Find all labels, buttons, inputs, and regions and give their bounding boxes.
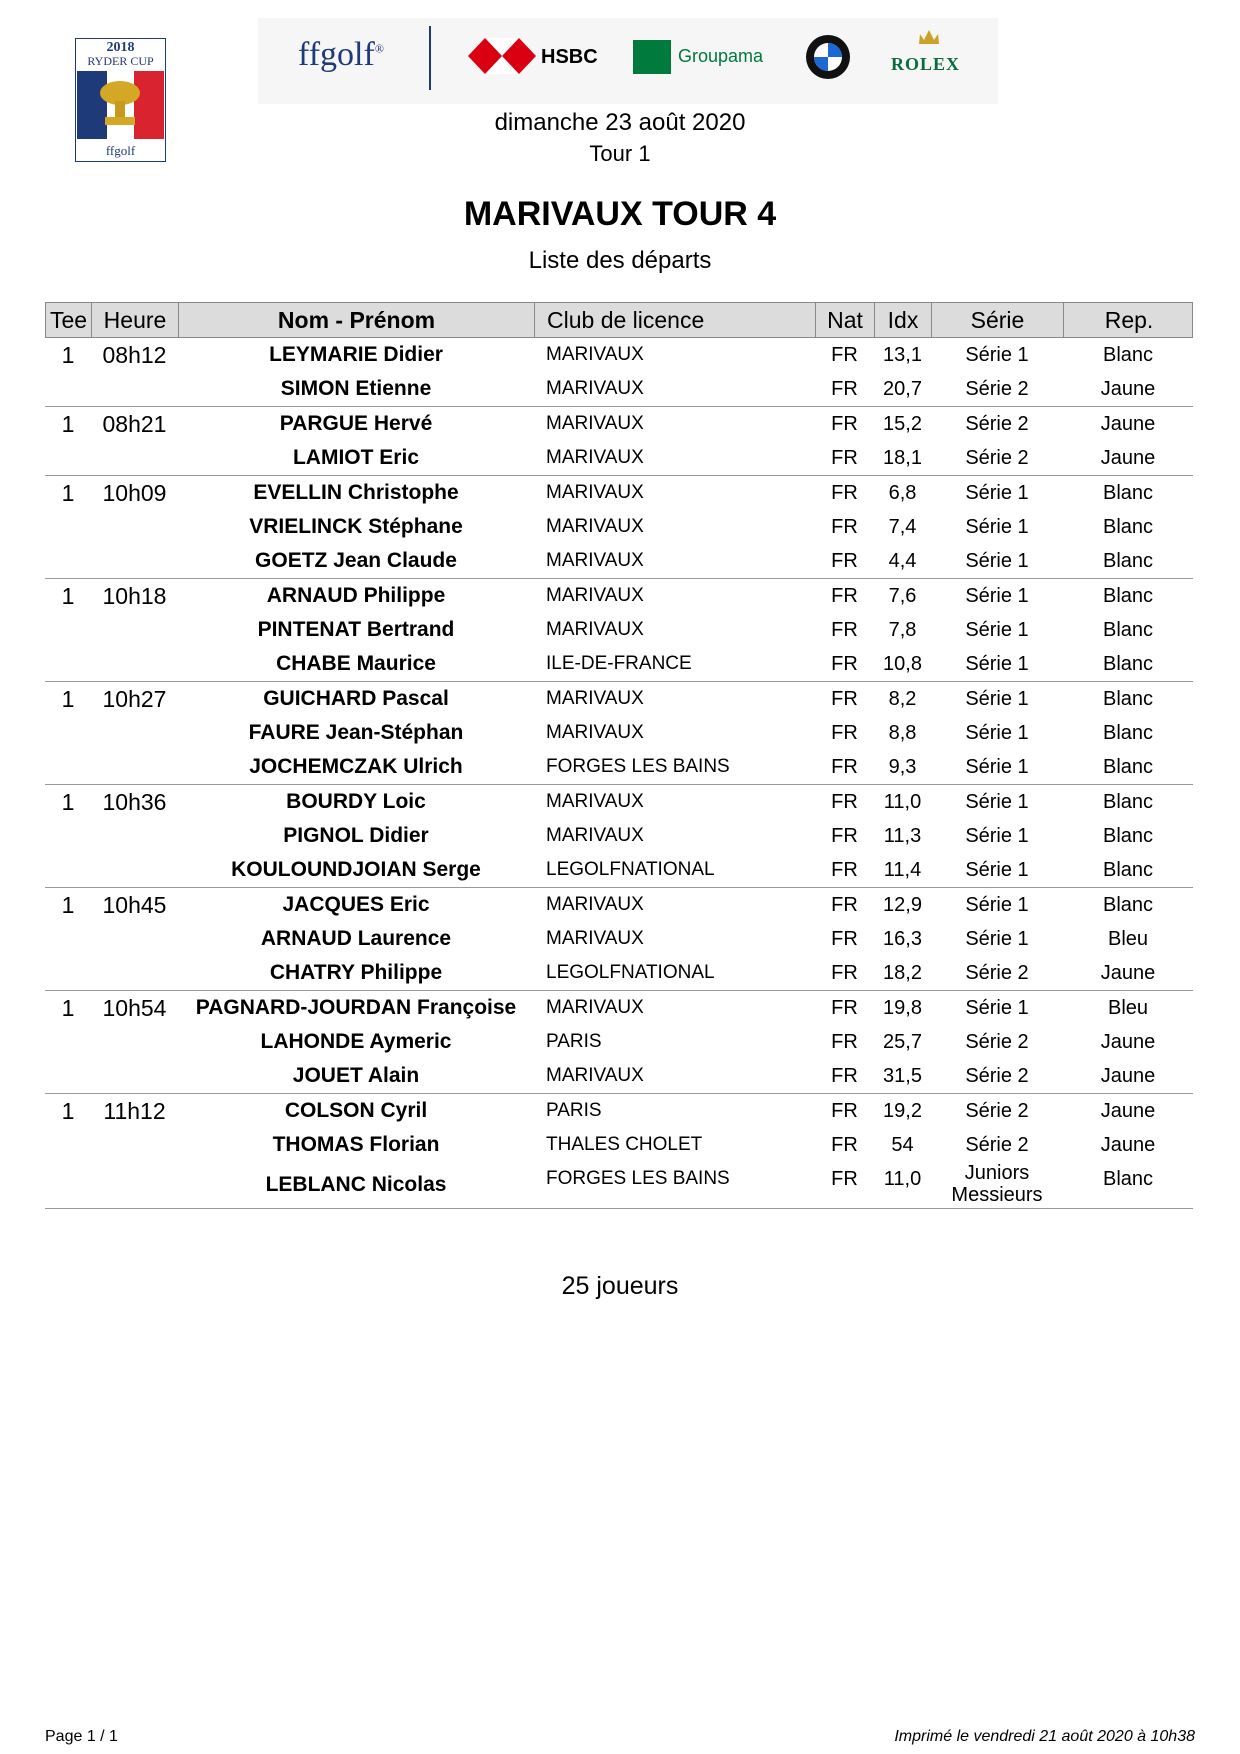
header-time: Heure [92, 303, 179, 337]
table-row [45, 1094, 1193, 1128]
table-row [45, 544, 1193, 578]
table-row [45, 407, 1193, 441]
page-number: Page 1 / 1 [45, 1728, 118, 1745]
nationality-cell: FR [831, 413, 858, 435]
table-row [45, 372, 1193, 406]
print-timestamp: Imprimé le vendredi 21 août 2020 à 10h38 [894, 1728, 1195, 1745]
nationality-cell: FR [831, 1100, 858, 1122]
event-date: dimanche 23 août 2020 [494, 109, 746, 136]
serie-cell: Série 1 [965, 344, 1029, 366]
index-cell: 10,8 [883, 653, 922, 675]
nationality-cell: FR [831, 550, 858, 572]
nationality-cell: FR [831, 688, 858, 710]
index-cell: 19,8 [883, 997, 922, 1019]
club-cell: MARIVAUX [546, 1065, 644, 1086]
index-cell: 18,2 [883, 962, 922, 984]
index-cell: 7,6 [888, 585, 917, 607]
club-cell: MARIVAUX [546, 585, 644, 606]
serie-cell: Série 2 [965, 1134, 1029, 1156]
table-row [45, 819, 1193, 853]
player-name-cell: LEBLANC Nicolas [265, 1173, 447, 1196]
tee-marker-cell: Blanc [1102, 825, 1154, 847]
ryder-cup-name: RYDER CUP [87, 54, 154, 68]
index-cell: 13,1 [883, 344, 922, 366]
serie-cell: Série 1 [965, 997, 1029, 1019]
tee-marker-cell: Blanc [1102, 516, 1154, 538]
header-idx: Idx [875, 303, 932, 337]
index-cell: 11,0 [883, 791, 922, 813]
tee-time-group [45, 785, 1193, 888]
player-name-cell: PARGUE Hervé [279, 412, 433, 435]
club-cell: MARIVAUX [546, 516, 644, 537]
rolex-crown-icon [918, 28, 940, 46]
nationality-cell: FR [831, 619, 858, 641]
player-name-cell: JOCHEMCZAK Ulrich [249, 755, 463, 778]
nationality-cell: FR [831, 1065, 858, 1087]
hsbc-hexagon-icon [468, 38, 536, 74]
table-row [45, 750, 1193, 784]
tee-marker-cell: Jaune [1100, 1134, 1156, 1156]
table-row [45, 1059, 1193, 1093]
club-cell: MARIVAUX [546, 482, 644, 503]
player-name-cell: SIMON Etienne [280, 377, 432, 400]
table-row [45, 1162, 1193, 1208]
nationality-cell: FR [831, 1031, 858, 1053]
page-subtitle: Liste des départs [528, 247, 712, 274]
serie-cell: Série 1 [965, 550, 1029, 572]
club-cell: LEGOLFNATIONAL [546, 859, 715, 880]
ffgolf-logo: ffgolf® [298, 36, 384, 73]
start-list-table [45, 302, 1193, 1209]
groupama-icon [633, 40, 671, 74]
nationality-cell: FR [831, 894, 858, 916]
tee-cell: 1 [61, 686, 75, 712]
banner-separator [429, 26, 431, 90]
nationality-cell: FR [831, 585, 858, 607]
time-cell: 10h09 [102, 480, 167, 506]
groupama-logo-text: Groupama [678, 46, 764, 66]
tee-marker-cell: Jaune [1100, 962, 1156, 984]
time-cell: 10h18 [102, 583, 167, 609]
player-name-cell: COLSON Cyril [284, 1099, 428, 1122]
tee-marker-cell: Blanc [1102, 344, 1154, 366]
header-name: Nom - Prénom [179, 303, 535, 337]
club-cell: ILE-DE-FRANCE [546, 653, 692, 674]
tee-marker-cell: Blanc [1102, 688, 1154, 710]
rolex-logo-text: ROLEX [891, 54, 961, 74]
tee-time-group [45, 1094, 1193, 1209]
serie-cell: Série 2 [965, 378, 1029, 400]
club-cell: THALES CHOLET [546, 1134, 703, 1155]
nationality-cell: FR [831, 447, 858, 469]
player-name-cell: GOETZ Jean Claude [255, 549, 457, 572]
table-row [45, 441, 1193, 475]
header-rep: Rep. [1104, 307, 1154, 333]
serie-cell: Série 2 [965, 413, 1029, 435]
nationality-cell: FR [831, 756, 858, 778]
index-cell: 20,7 [883, 378, 922, 400]
serie-cell: Série 1 [965, 791, 1029, 813]
tee-time-group [45, 476, 1193, 579]
table-row [45, 579, 1193, 613]
tee-marker-cell: Blanc [1102, 791, 1154, 813]
tee-marker-cell: Blanc [1102, 722, 1154, 744]
tee-marker-cell: Jaune [1100, 1065, 1156, 1087]
tee-marker-cell: Blanc [1102, 859, 1154, 881]
index-cell: 19,2 [883, 1100, 922, 1122]
serie-cell: Série 2 [965, 1100, 1029, 1122]
serie-cell: Série 1 [965, 825, 1029, 847]
tee-marker-cell: Blanc [1102, 756, 1154, 778]
ffgolf-logo-text: ffgolf [298, 36, 375, 73]
index-cell: 9,3 [888, 756, 917, 778]
index-cell: 15,2 [883, 413, 922, 435]
index-cell: 8,8 [888, 722, 917, 744]
nationality-cell: FR [831, 962, 858, 984]
header-tee: Tee [46, 303, 92, 337]
serie-cell: Série 1 [965, 653, 1029, 675]
tee-cell: 1 [61, 583, 75, 609]
nationality-cell: FR [831, 482, 858, 504]
player-name-cell: JOUET Alain [292, 1064, 420, 1087]
time-cell: 10h54 [102, 995, 167, 1021]
table-row [45, 716, 1193, 750]
tee-cell: 1 [61, 342, 75, 368]
tee-marker-cell: Blanc [1102, 1168, 1154, 1190]
serie-cell: Série 2 [965, 962, 1029, 984]
tee-time-group [45, 888, 1193, 991]
serie-cell: Série 2 [965, 447, 1029, 469]
index-cell: 6,8 [888, 482, 917, 504]
nationality-cell: FR [831, 997, 858, 1019]
tee-time-group [45, 407, 1193, 476]
player-name-cell: CHABE Maurice [276, 652, 436, 675]
header-serie: Série [932, 303, 1064, 337]
player-name-cell: BOURDY Loic [286, 790, 426, 813]
round-label: Tour 1 [589, 141, 651, 166]
index-cell: 8,2 [888, 688, 917, 710]
serie-cell-line2: Messieurs [951, 1184, 1043, 1206]
tee-marker-cell: Jaune [1100, 413, 1156, 435]
nationality-cell: FR [831, 1168, 858, 1190]
table-row [45, 922, 1193, 956]
tee-marker-cell: Jaune [1100, 378, 1156, 400]
club-cell: FORGES LES BAINS [546, 756, 730, 777]
serie-cell: Série 1 [965, 928, 1029, 950]
club-cell: PARIS [546, 1100, 602, 1121]
player-name-cell: GUICHARD Pascal [263, 687, 449, 710]
serie-cell: Série 2 [965, 1031, 1029, 1053]
player-count: 25 joueurs [561, 1272, 679, 1300]
nationality-cell: FR [831, 791, 858, 813]
player-name-cell: KOULOUNDJOIAN Serge [231, 858, 481, 881]
tee-time-group [45, 338, 1193, 407]
table-row [45, 682, 1193, 716]
club-cell: MARIVAUX [546, 928, 644, 949]
index-cell: 11,0 [883, 1168, 922, 1190]
serie-cell: Série 1 [965, 894, 1029, 916]
tee-time-group [45, 991, 1193, 1094]
player-name-cell: CHATRY Philippe [269, 961, 443, 984]
index-cell: 11,3 [883, 825, 922, 847]
header-nat: Nat [816, 303, 875, 337]
serie-cell: Série 1 [965, 859, 1029, 881]
tee-cell: 1 [61, 995, 75, 1021]
table-row [45, 647, 1193, 681]
index-cell: 25,7 [883, 1031, 922, 1053]
serie-cell: Juniors [964, 1162, 1030, 1184]
player-name-cell: FAURE Jean-Stéphan [248, 721, 464, 744]
serie-cell: Série 1 [965, 482, 1029, 504]
club-cell: MARIVAUX [546, 413, 644, 434]
nationality-cell: FR [831, 1134, 858, 1156]
tee-cell: 1 [61, 411, 75, 437]
nationality-cell: FR [831, 344, 858, 366]
index-cell: 7,4 [888, 516, 917, 538]
serie-cell: Série 1 [965, 722, 1029, 744]
header-club: Club de licence [535, 303, 816, 337]
tee-marker-cell: Jaune [1100, 447, 1156, 469]
club-cell: MARIVAUX [546, 894, 644, 915]
table-row [45, 510, 1193, 544]
table-row [45, 888, 1193, 922]
tee-time-group [45, 682, 1193, 785]
table-row [45, 785, 1193, 819]
club-cell: PARIS [546, 1031, 602, 1052]
player-name-cell: PIGNOL Didier [283, 824, 429, 847]
nationality-cell: FR [831, 378, 858, 400]
club-cell: MARIVAUX [546, 688, 644, 709]
player-name-cell: JACQUES Eric [282, 893, 430, 916]
index-cell: 18,1 [883, 447, 922, 469]
time-cell: 11h12 [103, 1098, 166, 1124]
time-cell: 08h12 [102, 342, 167, 368]
club-cell: MARIVAUX [546, 997, 644, 1018]
time-cell: 10h45 [102, 892, 167, 918]
tee-marker-cell: Blanc [1102, 653, 1154, 675]
serie-cell: Série 1 [965, 756, 1029, 778]
club-cell: MARIVAUX [546, 378, 644, 399]
serie-cell: Série 1 [965, 585, 1029, 607]
serie-cell: Série 1 [965, 619, 1029, 641]
tee-time-group [45, 579, 1193, 682]
player-name-cell: LAMIOT Eric [292, 446, 419, 469]
index-cell: 54 [891, 1134, 914, 1156]
time-cell: 08h21 [102, 411, 167, 437]
index-cell: 4,4 [888, 550, 917, 572]
club-cell: MARIVAUX [546, 619, 644, 640]
ryder-cup-ffgolf: ffgolf [105, 143, 136, 158]
player-name-cell: VRIELINCK Stéphane [249, 515, 463, 538]
club-cell: MARIVAUX [546, 791, 644, 812]
player-name-cell: ARNAUD Laurence [260, 927, 452, 950]
tee-marker-cell: Blanc [1102, 894, 1154, 916]
club-cell: LEGOLFNATIONAL [546, 962, 715, 983]
table-row [45, 338, 1193, 372]
tee-marker-cell: Blanc [1102, 619, 1154, 641]
tee-marker-cell: Blanc [1102, 482, 1154, 504]
table-header [45, 302, 1193, 338]
index-cell: 31,5 [883, 1065, 922, 1087]
hsbc-logo-text: HSBC [541, 46, 598, 68]
table-row [45, 613, 1193, 647]
table-row [45, 991, 1193, 1025]
table-row [45, 956, 1193, 990]
serie-cell: Série 1 [965, 688, 1029, 710]
player-name-cell: LEYMARIE Didier [269, 343, 443, 366]
nationality-cell: FR [831, 653, 858, 675]
tee-cell: 1 [61, 480, 75, 506]
player-name-cell: LAHONDE Aymeric [260, 1030, 452, 1053]
tee-marker-cell: Blanc [1102, 585, 1154, 607]
page-title: MARIVAUX TOUR 4 [463, 195, 777, 233]
tee-cell: 1 [61, 789, 75, 815]
index-cell: 11,4 [883, 859, 922, 881]
nationality-cell: FR [831, 859, 858, 881]
table-row [45, 476, 1193, 510]
nationality-cell: FR [831, 516, 858, 538]
club-cell: MARIVAUX [546, 344, 644, 365]
player-name-cell: ARNAUD Philippe [266, 584, 446, 607]
nationality-cell: FR [831, 928, 858, 950]
tee-marker-cell: Jaune [1100, 1031, 1156, 1053]
serie-cell: Série 2 [965, 1065, 1029, 1087]
ryder-cup-year: 2018 [106, 40, 135, 55]
player-name-cell: EVELLIN Christophe [253, 481, 459, 504]
index-cell: 12,9 [883, 894, 922, 916]
tee-marker-cell: Jaune [1100, 1100, 1156, 1122]
club-cell: MARIVAUX [546, 722, 644, 743]
nationality-cell: FR [831, 825, 858, 847]
tee-marker-cell: Blanc [1102, 550, 1154, 572]
table-row [45, 853, 1193, 887]
time-cell: 10h27 [102, 686, 167, 712]
club-cell: MARIVAUX [546, 550, 644, 571]
player-name-cell: PINTENAT Bertrand [257, 618, 455, 641]
club-cell: MARIVAUX [546, 447, 644, 468]
index-cell: 7,8 [888, 619, 917, 641]
club-cell: MARIVAUX [546, 825, 644, 846]
table-row [45, 1025, 1193, 1059]
nationality-cell: FR [831, 722, 858, 744]
table-row [45, 1128, 1193, 1162]
tee-cell: 1 [61, 1098, 75, 1124]
table-body [45, 338, 1193, 1209]
bmw-roundel-icon [805, 34, 851, 80]
tee-cell: 1 [61, 892, 75, 918]
serie-cell: Série 1 [965, 516, 1029, 538]
tee-marker-cell: Bleu [1107, 928, 1149, 950]
time-cell: 10h36 [102, 789, 167, 815]
club-cell: FORGES LES BAINS [546, 1168, 730, 1189]
index-cell: 16,3 [883, 928, 922, 950]
player-name-cell: PAGNARD-JOURDAN Françoise [195, 996, 517, 1019]
player-name-cell: THOMAS Florian [272, 1133, 440, 1156]
tee-marker-cell: Bleu [1107, 997, 1149, 1019]
